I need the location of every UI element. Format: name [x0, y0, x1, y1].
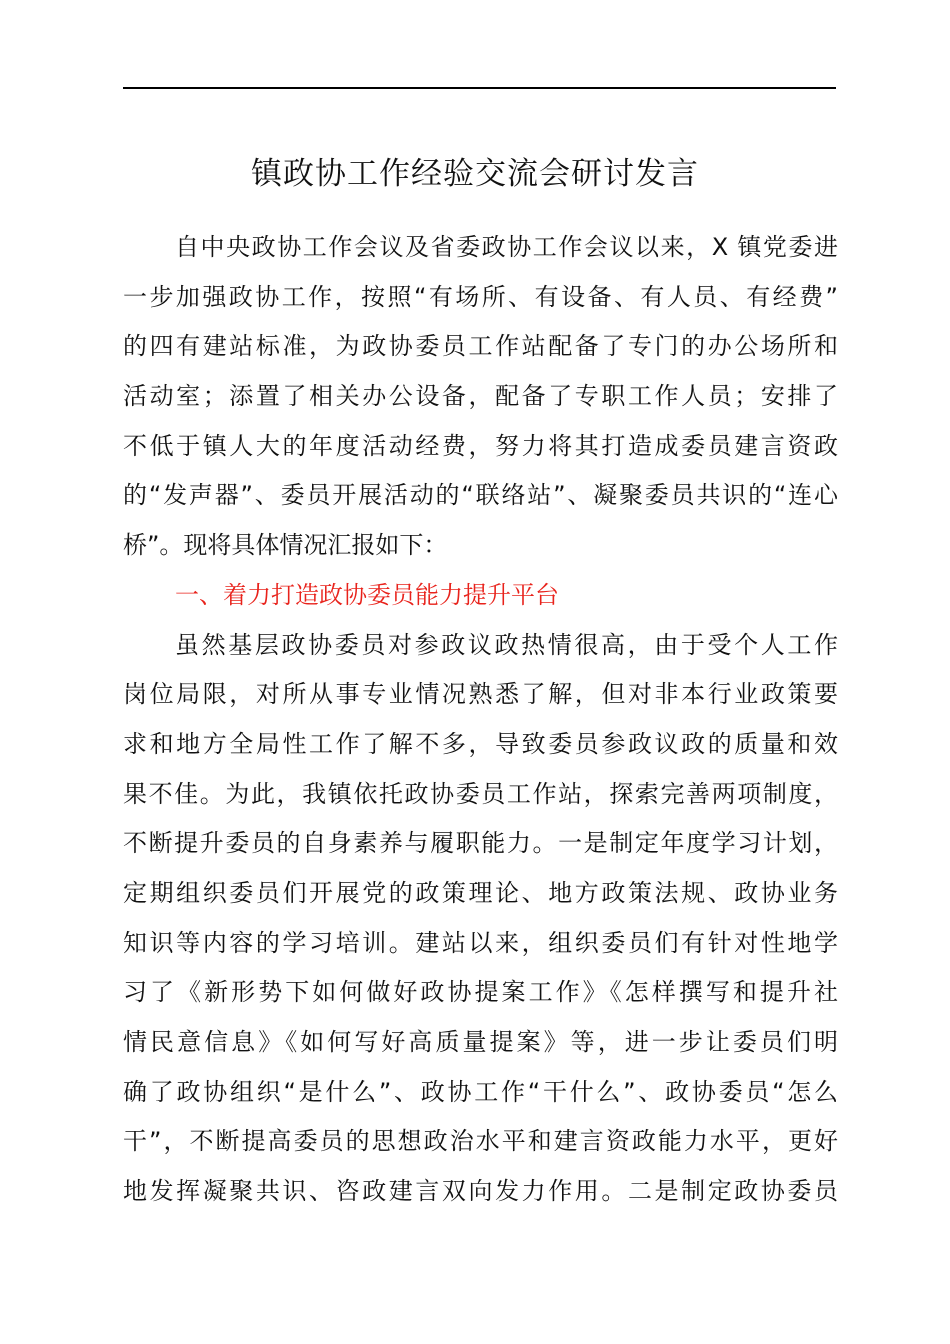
document-body — [123, 223, 838, 1217]
paragraph-line: 确了政协组织“是什么”、政协工作“干什么”、政协委员“怎么 — [123, 1077, 838, 1106]
paragraph-line: 习了《新形势下如何做好政协提案工作》《怎样撰写和提升社 — [123, 978, 838, 1007]
paragraph-line: 情民意信息》《如何写好高质量提案》等，进一步让委员们明 — [123, 1028, 838, 1056]
document-title: 镇政协工作经验交流会研讨发言 — [251, 156, 699, 192]
paragraph-line: 地发挥凝聚共识、咨政建言双向发力作用。二是制定政协委员 — [123, 1177, 838, 1206]
paragraph-line: 一步加强政协工作，按照“有场所、有设备、有人员、有经费” — [123, 282, 838, 311]
header-rule — [123, 87, 836, 89]
paragraph-line: 求和地方全局性工作了解不多，导致委员参政议政的质量和效 — [123, 729, 838, 758]
paragraph-line: 活动室；添置了相关办公设备，配备了专职工作人员；安排了 — [123, 382, 838, 411]
paragraph-line: 干”，不断提高委员的思想政治水平和建言资政能力水平，更好 — [123, 1127, 838, 1156]
paragraph-line: 的四有建站标准，为政协委员工作站配备了专门的办公场所和 — [123, 332, 838, 361]
paragraph-line: 桥”。现将具体情况汇报如下： — [123, 531, 448, 560]
paragraph-line: 知识等内容的学习培训。建站以来，组织委员们有针对性地学 — [123, 928, 838, 957]
paragraph-line: 不低于镇人大的年度活动经费，努力将其打造成委员建言资政 — [123, 431, 838, 460]
section-heading: 一、着力打造政协委员能力提升平台 — [175, 580, 559, 609]
paragraph-line: 不断提升委员的自身素养与履职能力。一是制定年度学习计划， — [123, 829, 838, 858]
paragraph-line: 的“发声器”、委员开展活动的“联络站”、凝聚委员共识的“连心 — [123, 481, 838, 510]
paragraph-line: 岗位局限，对所从事专业情况熟悉了解，但对非本行业政策要 — [123, 680, 838, 709]
paragraph-line: 虽然基层政协委员对参政议政热情很高，由于受个人工作 — [175, 630, 838, 659]
paragraph-line: 果不佳。为此，我镇依托政协委员工作站，探索完善两项制度， — [123, 779, 838, 808]
paragraph-line: 定期组织委员们开展党的政策理论、地方政策法规、政协业务 — [123, 878, 838, 907]
paragraph-line: 自中央政协工作会议及省委政协工作会议以来，X 镇党委进 — [175, 233, 838, 261]
